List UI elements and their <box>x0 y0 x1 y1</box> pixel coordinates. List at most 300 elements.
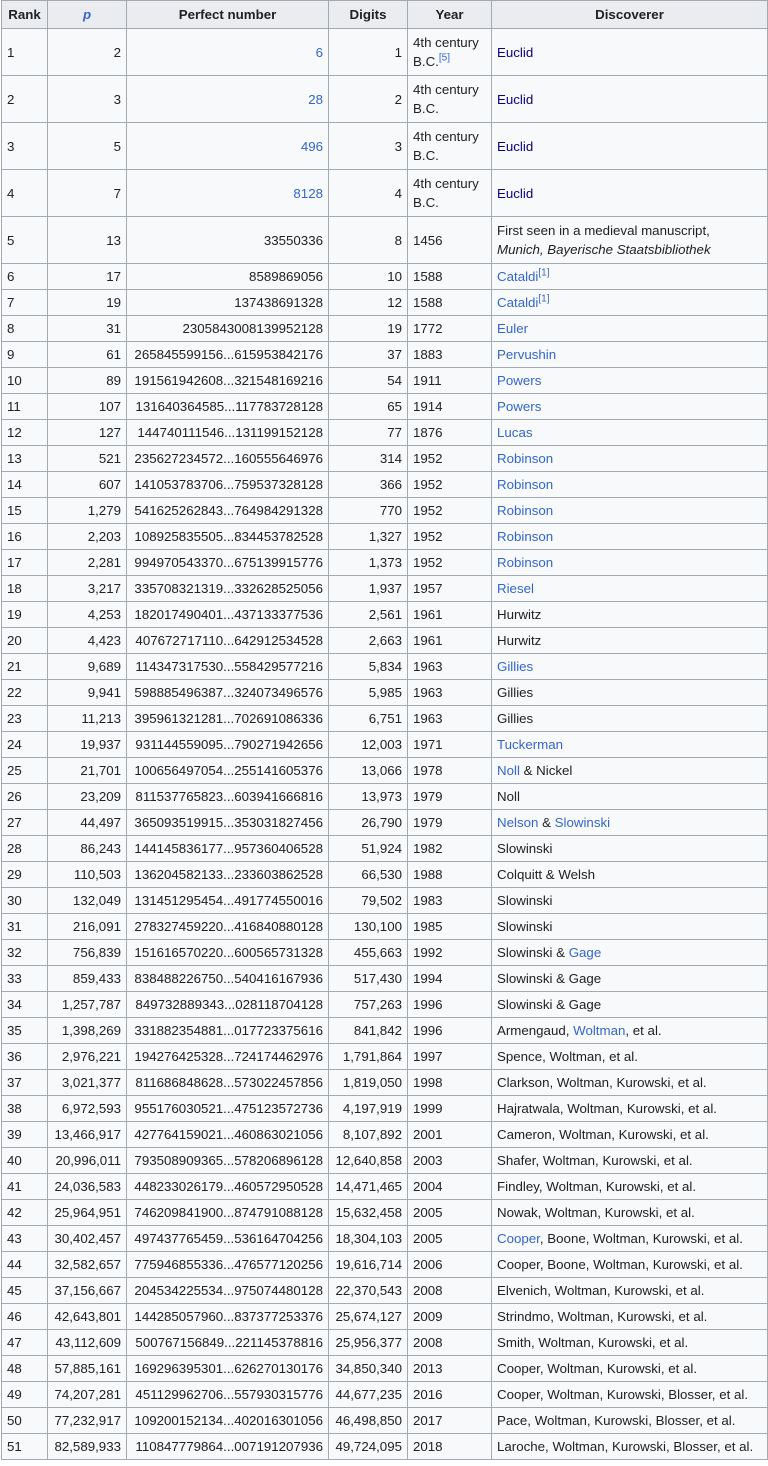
year-cell <box>408 732 492 758</box>
year-cell <box>408 498 492 524</box>
discoverer-cell <box>492 290 768 316</box>
table-row <box>2 316 768 342</box>
digits-cell: 18,304,103 <box>329 1226 408 1252</box>
discoverer-link[interactable]: Nelson <box>497 815 539 830</box>
rank-cell: 17 <box>2 550 48 576</box>
header-perfect-number[interactable]: Perfect number <box>127 1 329 29</box>
year-cell <box>408 602 492 628</box>
table-row <box>2 1356 768 1382</box>
year-text: 1985 <box>413 919 443 934</box>
rank-cell: 8 <box>2 316 48 342</box>
discoverer-link[interactable]: Powers <box>497 399 542 414</box>
discoverer-link[interactable]: Noll <box>497 763 520 778</box>
rank-cell: 39 <box>2 1122 48 1148</box>
discoverer-cell <box>492 680 768 706</box>
discoverer-cell <box>492 472 768 498</box>
discoverer-cell <box>492 758 768 784</box>
perfect-number-cell: 427764159021...460863021056 <box>127 1122 329 1148</box>
discoverer-cell <box>492 420 768 446</box>
discoverer-text: Smith, Woltman, Kurowski, et al. <box>497 1335 689 1350</box>
rank-cell: 37 <box>2 1070 48 1096</box>
header-discoverer[interactable]: Discoverer <box>492 1 768 29</box>
digits-cell: 25,674,127 <box>329 1304 408 1330</box>
digits-cell: 49,724,095 <box>329 1434 408 1460</box>
discoverer-cell <box>492 550 768 576</box>
digits-cell: 517,430 <box>329 966 408 992</box>
discoverer-cell <box>492 29 768 76</box>
year-cell <box>408 1278 492 1304</box>
p-cell: 4,423 <box>48 628 127 654</box>
table-row <box>2 368 768 394</box>
table-row <box>2 29 768 76</box>
p-cell: 9,689 <box>48 654 127 680</box>
header-rank[interactable]: Rank <box>2 1 48 29</box>
discoverer-link[interactable]: Robinson <box>497 529 554 544</box>
digits-cell: 1,373 <box>329 550 408 576</box>
discoverer-text: Shafer, Woltman, Kurowski, et al. <box>497 1153 693 1168</box>
discoverer-link[interactable]: Euclid <box>497 185 534 201</box>
year-cell <box>408 394 492 420</box>
discoverer-text: Strindmo, Woltman, Kurowski, et al. <box>497 1309 708 1324</box>
year-text: 1911 <box>413 373 442 388</box>
rank-cell: 34 <box>2 992 48 1018</box>
table-row <box>2 784 768 810</box>
year-cell <box>408 1382 492 1408</box>
discoverer-cell <box>492 446 768 472</box>
digits-cell: 13,066 <box>329 758 408 784</box>
discoverer-text: Gillies <box>497 711 534 726</box>
digits-cell: 5,834 <box>329 654 408 680</box>
year-cell <box>408 1434 492 1460</box>
p-cell: 19,937 <box>48 732 127 758</box>
perfect-number-cell: 33550336 <box>127 217 329 264</box>
p-cell: 13,466,917 <box>48 1122 127 1148</box>
p-cell: 57,885,161 <box>48 1356 127 1382</box>
discoverer-link[interactable]: Robinson <box>497 503 554 518</box>
year-cell <box>408 1304 492 1330</box>
rank-cell: 28 <box>2 836 48 862</box>
perfect-number-cell: 235627234572...160555646976 <box>127 446 329 472</box>
discoverer-link[interactable]: Tuckerman <box>497 737 564 752</box>
digits-cell: 44,677,235 <box>329 1382 408 1408</box>
digits-cell: 22,370,543 <box>329 1278 408 1304</box>
discoverer-link[interactable]: Woltman <box>573 1023 626 1038</box>
perfect-number-link[interactable]: 28 <box>308 91 323 107</box>
year-text: 2003 <box>413 1153 443 1168</box>
year-text: 4th century B.C. <box>413 129 479 163</box>
perfect-number-cell: 793508909365...578206896128 <box>127 1148 329 1174</box>
table-row <box>2 836 768 862</box>
digits-cell: 13,973 <box>329 784 408 810</box>
discoverer-cell <box>492 1018 768 1044</box>
perfect-number-link[interactable]: 8128 <box>293 185 323 201</box>
digits-cell: 1,819,050 <box>329 1070 408 1096</box>
table-row <box>2 420 768 446</box>
discoverer-link[interactable]: Powers <box>497 373 542 388</box>
discoverer-text: Armengaud, <box>497 1023 574 1038</box>
perfect-number-link[interactable]: 6 <box>315 44 323 60</box>
rank-cell: 30 <box>2 888 48 914</box>
p-cell: 82,589,933 <box>48 1434 127 1460</box>
table-row <box>2 550 768 576</box>
perfect-number-cell: 194276425328...724174462976 <box>127 1044 329 1070</box>
table-row <box>2 446 768 472</box>
year-text: 1952 <box>413 529 443 544</box>
perfect-number-cell: 100656497054...255141605376 <box>127 758 329 784</box>
year-cell <box>408 217 492 264</box>
rank-cell: 15 <box>2 498 48 524</box>
discoverer-text: Noll <box>497 789 520 804</box>
p-cell: 4,253 <box>48 602 127 628</box>
digits-cell: 25,956,377 <box>329 1330 408 1356</box>
p-cell: 756,839 <box>48 940 127 966</box>
rank-cell: 18 <box>2 576 48 602</box>
table-row <box>2 966 768 992</box>
discoverer-text: , et al. <box>625 1023 662 1038</box>
perfect-number-cell: 811686848628...573022457856 <box>127 1070 329 1096</box>
discoverer-cell <box>492 394 768 420</box>
perfect-number-cell: 169296395301...626270130176 <box>127 1356 329 1382</box>
digits-cell: 54 <box>329 368 408 394</box>
discoverer-cell <box>492 1434 768 1460</box>
discoverer-link[interactable]: Gage <box>568 945 602 960</box>
rank-cell: 22 <box>2 680 48 706</box>
perfect-number-cell: 131451295454...491774550016 <box>127 888 329 914</box>
discoverer-cell <box>492 732 768 758</box>
p-cell: 31 <box>48 316 127 342</box>
discoverer-text: Elvenich, Woltman, Kurowski, et al. <box>497 1283 705 1298</box>
year-text: 2006 <box>413 1257 443 1272</box>
rank-cell: 47 <box>2 1330 48 1356</box>
rank-cell: 43 <box>2 1226 48 1252</box>
discoverer-text: & <box>538 815 555 830</box>
discoverer-text: Spence, Woltman, et al. <box>497 1049 638 1064</box>
digits-cell: 19 <box>329 316 408 342</box>
header-year[interactable]: Year <box>408 1 492 29</box>
digits-cell: 4 <box>329 170 408 217</box>
rank-cell: 36 <box>2 1044 48 1070</box>
discoverer-link[interactable]: Slowinski <box>554 815 611 830</box>
rank-cell: 26 <box>2 784 48 810</box>
p-cell: 2,203 <box>48 524 127 550</box>
perfect-number-cell: 265845599156...615953842176 <box>127 342 329 368</box>
discoverer-link[interactable]: Lucas <box>497 425 533 440</box>
digits-cell: 841,842 <box>329 1018 408 1044</box>
p-cell: 20,996,011 <box>48 1148 127 1174</box>
discoverer-text: Cooper, Woltman, Kurowski, Blosser, et al. <box>497 1387 749 1402</box>
year-text: 1963 <box>413 685 443 700</box>
year-text: 2017 <box>413 1413 443 1428</box>
digits-cell: 2,663 <box>329 628 408 654</box>
p-cell: 1,257,787 <box>48 992 127 1018</box>
discoverer-cell <box>492 784 768 810</box>
discoverer-link[interactable]: Euclid <box>497 44 534 60</box>
perfect-number-cell: 931144559095...790271942656 <box>127 732 329 758</box>
p-cell: 77,232,917 <box>48 1408 127 1434</box>
year-cell <box>408 654 492 680</box>
rank-cell: 3 <box>2 123 48 170</box>
p-cell: 17 <box>48 264 127 290</box>
digits-cell: 19,616,714 <box>329 1252 408 1278</box>
discoverer-cell <box>492 498 768 524</box>
year-text: 1588 <box>413 269 443 284</box>
year-text: 1982 <box>413 841 443 856</box>
digits-cell: 26,790 <box>329 810 408 836</box>
year-cell <box>408 170 492 217</box>
year-text: 1772 <box>413 321 443 336</box>
perfect-number-cell: 144285057960...837377253376 <box>127 1304 329 1330</box>
discoverer-link[interactable]: Euler <box>497 321 529 336</box>
table-row <box>2 680 768 706</box>
perfect-number-cell: 598885496387...324073496576 <box>127 680 329 706</box>
table-row <box>2 394 768 420</box>
discoverer-cell <box>492 1044 768 1070</box>
table-row <box>2 217 768 264</box>
p-cell: 89 <box>48 368 127 394</box>
year-cell <box>408 940 492 966</box>
digits-cell: 5,985 <box>329 680 408 706</box>
rank-cell: 35 <box>2 1018 48 1044</box>
discoverer-cell <box>492 888 768 914</box>
year-text: 1952 <box>413 555 443 570</box>
table-row <box>2 1304 768 1330</box>
discoverer-link[interactable]: Cataldi <box>497 269 539 284</box>
year-text: 4th century B.C. <box>413 82 479 116</box>
discoverer-text: Pace, Woltman, Kurowski, Blosser, et al. <box>497 1413 736 1428</box>
year-text: 1963 <box>413 659 443 674</box>
discoverer-text: Slowinski & Gage <box>497 971 602 986</box>
year-cell <box>408 966 492 992</box>
year-cell <box>408 446 492 472</box>
p-cell: 61 <box>48 342 127 368</box>
rank-cell: 20 <box>2 628 48 654</box>
perfect-number-cell <box>127 29 329 76</box>
year-cell <box>408 1200 492 1226</box>
digits-cell: 3 <box>329 123 408 170</box>
discoverer-link[interactable]: Cooper <box>497 1231 540 1246</box>
rank-cell: 44 <box>2 1252 48 1278</box>
discoverer-link[interactable]: Euclid <box>497 91 534 107</box>
digits-cell: 14,471,465 <box>329 1174 408 1200</box>
discoverer-cell <box>492 524 768 550</box>
year-cell <box>408 1122 492 1148</box>
year-text: 1983 <box>413 893 443 908</box>
discoverer-text: Findley, Woltman, Kurowski, et al. <box>497 1179 697 1194</box>
p-cell: 2,281 <box>48 550 127 576</box>
discoverer-cell <box>492 217 768 264</box>
perfect-number-cell: 144145836177...957360406528 <box>127 836 329 862</box>
discoverer-text: Nowak, Woltman, Kurowski, et al. <box>497 1205 695 1220</box>
discoverer-cell <box>492 1096 768 1122</box>
year-cell <box>408 836 492 862</box>
p-cell: 5 <box>48 123 127 170</box>
discoverer-text: Slowinski <box>497 893 553 908</box>
perfect-number-cell: 335708321319...332628525056 <box>127 576 329 602</box>
table-row <box>2 810 768 836</box>
digits-cell: 65 <box>329 394 408 420</box>
year-cell <box>408 1070 492 1096</box>
year-cell <box>408 1044 492 1070</box>
discoverer-cell <box>492 576 768 602</box>
discoverer-cell <box>492 1382 768 1408</box>
discoverer-text: Slowinski <box>497 841 553 856</box>
year-text: 1961 <box>413 633 443 648</box>
discoverer-link[interactable]: Riesel <box>497 581 534 596</box>
table-row <box>2 123 768 170</box>
table-row <box>2 732 768 758</box>
discoverer-cell <box>492 170 768 217</box>
perfect-number-cell: 114347317530...558429577216 <box>127 654 329 680</box>
discoverer-cell <box>492 1174 768 1200</box>
perfect-number-cell: 137438691328 <box>127 290 329 316</box>
p-cell: 2,976,221 <box>48 1044 127 1070</box>
year-cell <box>408 1018 492 1044</box>
year-cell <box>408 1330 492 1356</box>
p-cell: 521 <box>48 446 127 472</box>
table-row <box>2 1044 768 1070</box>
year-text: 1996 <box>413 1023 443 1038</box>
p-cell: 30,402,457 <box>48 1226 127 1252</box>
discoverer-cell <box>492 368 768 394</box>
perfect-number-cell: 955176030521...475123572736 <box>127 1096 329 1122</box>
p-cell: 23,209 <box>48 784 127 810</box>
table-row <box>2 1226 768 1252</box>
discoverer-link[interactable]: Pervushin <box>497 347 557 362</box>
discoverer-link[interactable]: Gillies <box>497 659 534 674</box>
rank-cell: 5 <box>2 217 48 264</box>
year-text: 2016 <box>413 1387 443 1402</box>
digits-cell: 1,327 <box>329 524 408 550</box>
discoverer-cell <box>492 602 768 628</box>
discoverer-cell <box>492 1226 768 1252</box>
year-text: 1952 <box>413 477 443 492</box>
discoverer-cell <box>492 1408 768 1434</box>
rank-cell: 23 <box>2 706 48 732</box>
discoverer-text: Colquitt & Welsh <box>497 867 596 882</box>
digits-cell: 455,663 <box>329 940 408 966</box>
discoverer-link[interactable]: Robinson <box>497 451 554 466</box>
discoverer-text: First seen in a medieval manuscript, <box>497 223 710 238</box>
perfect-number-cell: 811537765823...603941666816 <box>127 784 329 810</box>
rank-cell: 42 <box>2 1200 48 1226</box>
citation-link[interactable]: [1] <box>538 293 550 305</box>
rank-cell: 33 <box>2 966 48 992</box>
p-cell: 24,036,583 <box>48 1174 127 1200</box>
year-cell <box>408 862 492 888</box>
table-row <box>2 1200 768 1226</box>
discoverer-text: , Boone, Woltman, Kurowski, et al. <box>539 1231 743 1246</box>
p-cell: 3,217 <box>48 576 127 602</box>
table-row <box>2 1096 768 1122</box>
table-row <box>2 706 768 732</box>
perfect-number-cell: 994970543370...675139915776 <box>127 550 329 576</box>
p-cell: 132,049 <box>48 888 127 914</box>
perfect-number-cell: 109200152134...402016301056 <box>127 1408 329 1434</box>
perfect-number-cell: 331882354881...017723375616 <box>127 1018 329 1044</box>
table-row <box>2 1252 768 1278</box>
table-row <box>2 602 768 628</box>
table-row <box>2 1434 768 1460</box>
p-cell: 13 <box>48 217 127 264</box>
year-cell <box>408 1226 492 1252</box>
year-text: 1961 <box>413 607 443 622</box>
perfect-number-cell: 151616570220...600565731328 <box>127 940 329 966</box>
table-row <box>2 888 768 914</box>
year-cell <box>408 1148 492 1174</box>
rank-cell: 21 <box>2 654 48 680</box>
perfect-number-cell: 541625262843...764984291328 <box>127 498 329 524</box>
citation-link[interactable]: [5] <box>438 52 450 64</box>
p-cell: 2 <box>48 29 127 76</box>
p-cell: 6,972,593 <box>48 1096 127 1122</box>
citation-link[interactable]: [1] <box>538 267 550 279</box>
year-text: 1978 <box>413 763 443 778</box>
year-text: 1952 <box>413 451 443 466</box>
header-digits[interactable]: Digits <box>329 1 408 29</box>
perfect-number-link[interactable]: 496 <box>300 138 323 154</box>
table-row <box>2 1330 768 1356</box>
year-text: 1999 <box>413 1101 443 1116</box>
p-cell: 25,964,951 <box>48 1200 127 1226</box>
discoverer-link[interactable]: Robinson <box>497 477 554 492</box>
discoverer-cell <box>492 1122 768 1148</box>
rank-cell: 24 <box>2 732 48 758</box>
discoverer-text: Clarkson, Woltman, Kurowski, et al. <box>497 1075 707 1090</box>
year-text: 4th century B.C. <box>413 35 479 69</box>
perfect-number-cell: 144740111546...131199152128 <box>127 420 329 446</box>
digits-cell: 10 <box>329 264 408 290</box>
table-row <box>2 940 768 966</box>
table-row <box>2 498 768 524</box>
p-cell: 3 <box>48 76 127 123</box>
discoverer-link[interactable]: Euclid <box>497 138 534 154</box>
year-cell <box>408 123 492 170</box>
discoverer-text: Hurwitz <box>497 607 542 622</box>
table-row <box>2 290 768 316</box>
discoverer-text: Cameron, Woltman, Kurowski, et al. <box>497 1127 709 1142</box>
perfect-number-cell: 204534225534...975074480128 <box>127 1278 329 1304</box>
rank-cell: 51 <box>2 1434 48 1460</box>
discoverer-cell <box>492 940 768 966</box>
rank-cell: 2 <box>2 76 48 123</box>
discoverer-cell <box>492 1356 768 1382</box>
year-cell <box>408 628 492 654</box>
digits-cell: 4,197,919 <box>329 1096 408 1122</box>
header-p[interactable]: p <box>48 1 127 29</box>
digits-cell: 366 <box>329 472 408 498</box>
perfect-number-cell: 395961321281...702691086336 <box>127 706 329 732</box>
year-text: 1979 <box>413 815 443 830</box>
discoverer-link[interactable]: Cataldi <box>497 295 539 310</box>
p-cell: 74,207,281 <box>48 1382 127 1408</box>
year-cell <box>408 992 492 1018</box>
rank-cell: 40 <box>2 1148 48 1174</box>
year-cell <box>408 29 492 76</box>
discoverer-text: Gillies <box>497 685 534 700</box>
rank-cell: 14 <box>2 472 48 498</box>
perfect-number-cell <box>127 123 329 170</box>
discoverer-text: Hajratwala, Woltman, Kurowski, et al. <box>497 1101 717 1116</box>
year-text: 2004 <box>413 1179 443 1194</box>
discoverer-cell <box>492 810 768 836</box>
p-cell: 43,112,609 <box>48 1330 127 1356</box>
year-cell <box>408 1096 492 1122</box>
discoverer-link[interactable]: Robinson <box>497 555 554 570</box>
digits-cell: 8,107,892 <box>329 1122 408 1148</box>
digits-cell: 6,751 <box>329 706 408 732</box>
year-cell <box>408 576 492 602</box>
year-text: 1914 <box>413 399 443 414</box>
